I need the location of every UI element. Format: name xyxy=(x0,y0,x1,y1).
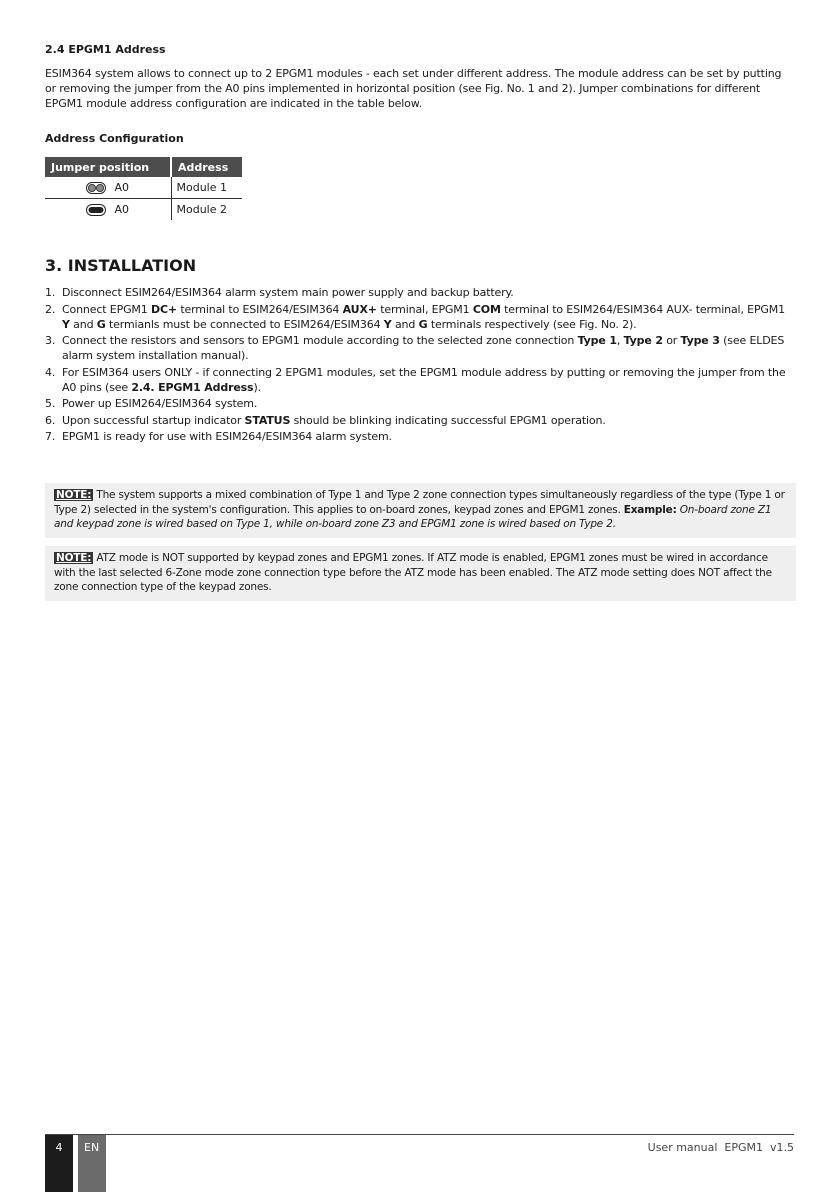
list-item: 3. Connect the resistors and sensors to EPGM1 module according to the selected zone connection Type 1, Type 2 or Type 3 (see ELDES alarm system installation manual). xyxy=(45,334,785,362)
jumper-cell xyxy=(45,199,171,221)
jumper-pin-label: A0 xyxy=(114,203,130,216)
table-row xyxy=(45,177,242,199)
jumper-pin-label: A0 xyxy=(114,181,130,194)
language-badge: EN xyxy=(78,1135,106,1192)
table-header-row xyxy=(45,157,242,177)
page-number: 4 xyxy=(45,1135,73,1192)
list-item: 1. Disconnect ESIM264/ESIM364 alarm system main power supply and backup battery. xyxy=(45,286,514,299)
table-row xyxy=(45,199,242,221)
note-tag: NOTE: xyxy=(56,489,92,501)
header-jumper-position: Jumper position xyxy=(45,157,171,177)
address-cell: Module 2 xyxy=(171,199,242,221)
list-item: 4. For ESIM364 users ONLY - if connecting 2 EPGM1 modules, set the EPGM1 module address by putting or removing the jumper from the A0 pins (see 2.4. EPGM1 Address). xyxy=(45,365,786,394)
section-intro: ESIM364 system allows to connect up to 2 EPGM1 modules - each set under different address. The module address can be set by putting or removing the jumper from the A0 pins implemented in horizontal position (see Fig. No. 1 and 2). Jumper combinations for different EPGM1 module address configuration are indicated in the table below. xyxy=(45,67,782,110)
jumper-cell xyxy=(45,177,171,199)
jumper-open-icon xyxy=(86,182,106,194)
note-box: NOTE: ATZ mode is NOT supported by keypad zones and EPGM1 zones. If ATZ mode is enabled, EPGM1 zones must be wired in accordance with the last selected 6-Zone mode zone connection type before the ATZ mode has been enabled. The ATZ mode setting does NOT affect the zone connection type of the keypad zones. xyxy=(45,546,796,601)
list-item: 6. Upon successful startup indicator STATUS should be blinking indicating successful EPGM1 operation. xyxy=(45,413,606,427)
address-table xyxy=(45,157,242,220)
installation-title: 3. INSTALLATION xyxy=(45,256,197,275)
list-item: 2. Connect EPGM1 DC+ terminal to ESIM264/ESIM364 AUX+ terminal, EPGM1 COM terminal to ESIM264/ESIM364 AUX- terminal, EPGM1 Y and G termianls must be connected to ESIM264/ESIM364 Y and G terminals respectively (see Fig. No. 2). xyxy=(45,302,785,331)
list-item: 5. Power up ESIM264/ESIM364 system. xyxy=(45,397,258,410)
section-title: 2.4 EPGM1 Address xyxy=(45,43,166,56)
jumper-closed-icon xyxy=(86,204,106,216)
cross-reference-link: 2.4. EPGM1 Address xyxy=(131,380,254,394)
note-box: NOTE: The system supports a mixed combination of Type 1 and Type 2 zone connection types simultaneously regardless of the type (Type 1 or Type 2) selected in the system's configuration. This applies to on-board zones, keypad zones and EPGM1 zones. Example: On-board zone Z1 and keypad zone is wired based on Type 1, while on-board zone Z3 and EPGM1 zone is wired based on Type 2. xyxy=(45,483,796,538)
address-cell: Module 1 xyxy=(171,177,242,199)
footer-divider xyxy=(45,1134,794,1135)
table-title: Address Configuration xyxy=(45,132,184,145)
header-address: Address xyxy=(171,157,242,177)
list-item: 7. EPGM1 is ready for use with ESIM264/ESIM364 alarm system. xyxy=(45,430,392,443)
note-tag: NOTE: xyxy=(56,552,92,564)
installation-steps xyxy=(45,285,794,446)
document-label: User manual EPGM1 v1.5 xyxy=(647,1141,794,1154)
